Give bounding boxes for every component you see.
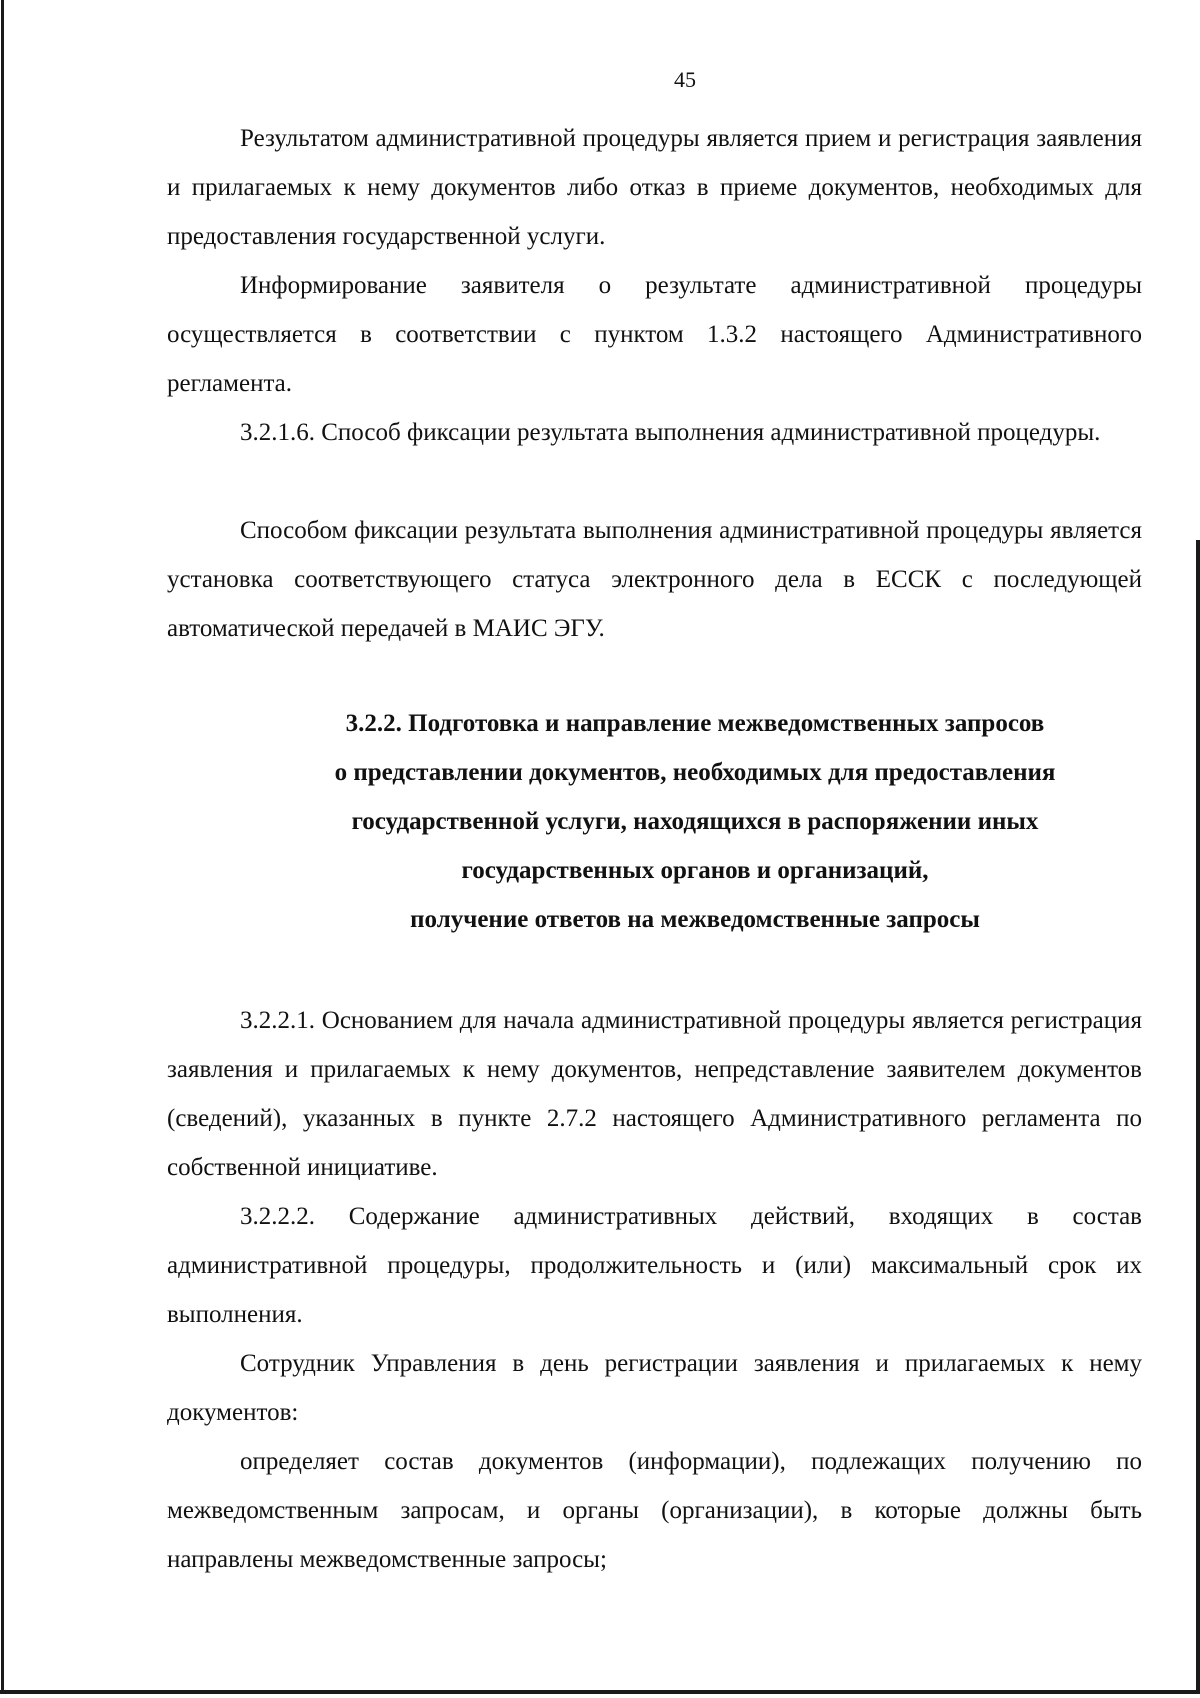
heading-line: получение ответов на межведомственные запросы (410, 906, 980, 933)
paragraph-employee: Сотрудник Управления в день регистрации заявления и прилагаемых к нему документов: (167, 1350, 1142, 1426)
heading-line: государственных органов и организаций, (461, 857, 929, 884)
paragraph-3-2-1-6: 3.2.1.6. Способ фиксации результата выполнения административной процедуры. (240, 419, 1101, 446)
section-heading-3-2-2 (270, 699, 1120, 944)
paragraph-informing: Информирование заявителя о результате административной процедуры осуществляется в соответствии с пунктом 1.3.2 настоящего Административного регламента. (167, 272, 1142, 397)
heading-line: 3.2.2. Подготовка и направление межведомственных запросов (345, 710, 1045, 737)
page-number: 45 (674, 67, 696, 92)
heading-line: о представлении документов, необходимых для предоставления (334, 759, 1056, 786)
scan-border-bottom (0, 1690, 1200, 1694)
paragraph-result: Результатом административной процедуры является прием и регистрация заявления и прилагаемых к нему документов либо отказ в приеме документов, необходимых для предоставления государственной услуги. (167, 125, 1142, 250)
paragraph-determines: определяет состав документов (информации), подлежащих получению по межведомственным запросам, и органы (организации), в которые должны быть направлены межведомственные запросы; (167, 1448, 1142, 1573)
paragraph-3-2-2-2: 3.2.2.2. Содержание административных действий, входящих в состав административной процедуры, продолжительность и (или) максимальный срок их выполнения. (167, 1203, 1142, 1328)
scan-border-right (1196, 540, 1200, 1694)
paragraph-fixation: Способом фиксации результата выполнения административной процедуры является установка соответствующего статуса электронного дела в ЕССК с последующей автоматической передачей в МАИС ЭГУ. (167, 517, 1142, 642)
heading-line: государственной услуги, находящихся в распоряжении иных (351, 808, 1039, 835)
scan-border-left (1, 0, 4, 1692)
paragraph-3-2-2-1: 3.2.2.1. Основанием для начала административной процедуры является регистрация заявления и прилагаемых к нему документов, непредставление заявителем документов (сведений), указанных в пункте 2.7.2 настоящего Административного регламента по собственной инициативе. (167, 1007, 1142, 1181)
